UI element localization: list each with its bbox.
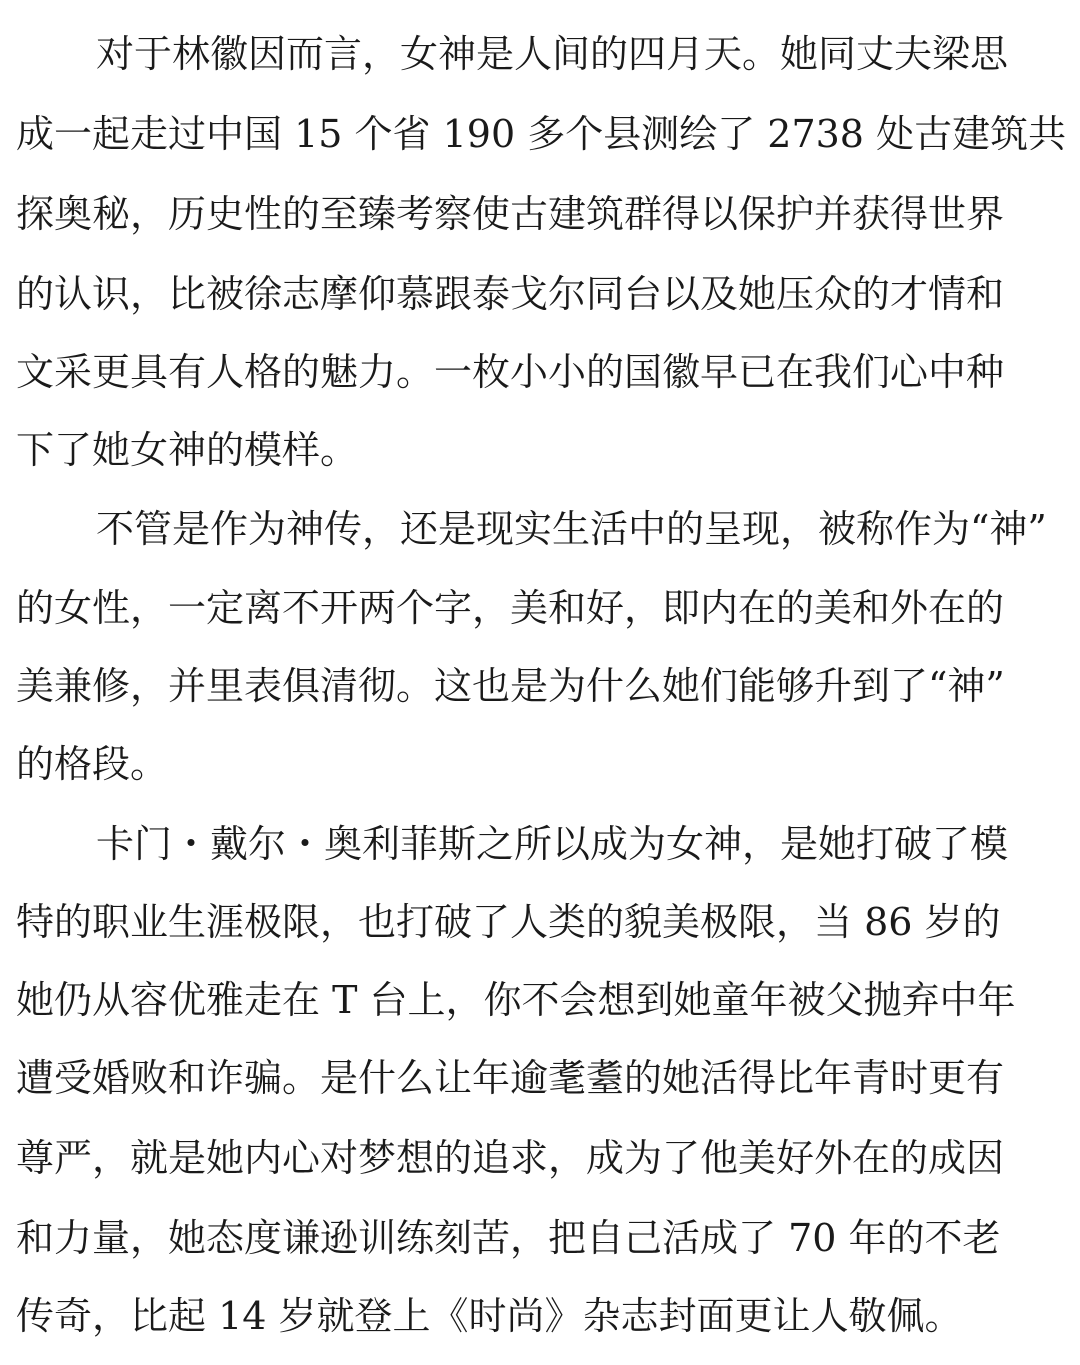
paragraph-2-line-3: 美兼修，并里表俱清彻。这也是为什么她们能够升到了“神” <box>16 664 1005 708</box>
paragraph-1-line-1: 对于林徽因而言，女神是人间的四月天。她同丈夫梁思 <box>96 32 1009 76</box>
paragraph-3-line-1: 卡门・戴尔・奥利菲斯之所以成为女神，是她打破了模 <box>96 822 1009 866</box>
paragraph-1-line-5: 文采更具有人格的魅力。一枚小小的国徽早已在我们心中种 <box>16 350 1005 394</box>
paragraph-2-line-2: 的女性，一定离不开两个字，美和好，即内在的美和外在的 <box>16 586 1005 630</box>
paragraph-3-line-6: 和力量，她态度谦逊训练刻苦，把自己活成了 70 年的不老 <box>16 1216 1001 1260</box>
paragraph-2-line-4: 的格段。 <box>16 742 169 786</box>
paragraph-1-line-6: 下了她女神的模样。 <box>16 428 359 472</box>
paragraph-3-line-3: 她仍从容优雅走在 T 台上，你不会想到她童年被父抛弃中年 <box>16 978 1016 1022</box>
paragraph-1-line-3: 探奥秘，历史性的至臻考察使古建筑群得以保护并获得世界 <box>16 192 1005 236</box>
paragraph-1-line-2: 成一起走过中国 15 个省 190 多个县测绘了 2738 处古建筑共 <box>16 112 1067 156</box>
paragraph-1-line-4: 的认识，比被徐志摩仰慕跟泰戈尔同台以及她压众的才情和 <box>16 272 1005 316</box>
paragraph-2-line-1: 不管是作为神传，还是现实生活中的呈现，被称作为“神” <box>96 507 1047 551</box>
paragraph-3-line-5: 尊严，就是她内心对梦想的追求，成为了他美好外在的成因 <box>16 1136 1005 1180</box>
paragraph-3-line-7: 传奇，比起 14 岁就登上《时尚》杂志封面更让人敬佩。 <box>16 1294 963 1338</box>
paragraph-3-line-2: 特的职业生涯极限，也打破了人类的貌美极限，当 86 岁的 <box>16 900 1001 944</box>
paragraph-3-line-4: 遭受婚败和诈骗。是什么让年逾耄耋的她活得比年青时更有 <box>16 1056 1005 1100</box>
